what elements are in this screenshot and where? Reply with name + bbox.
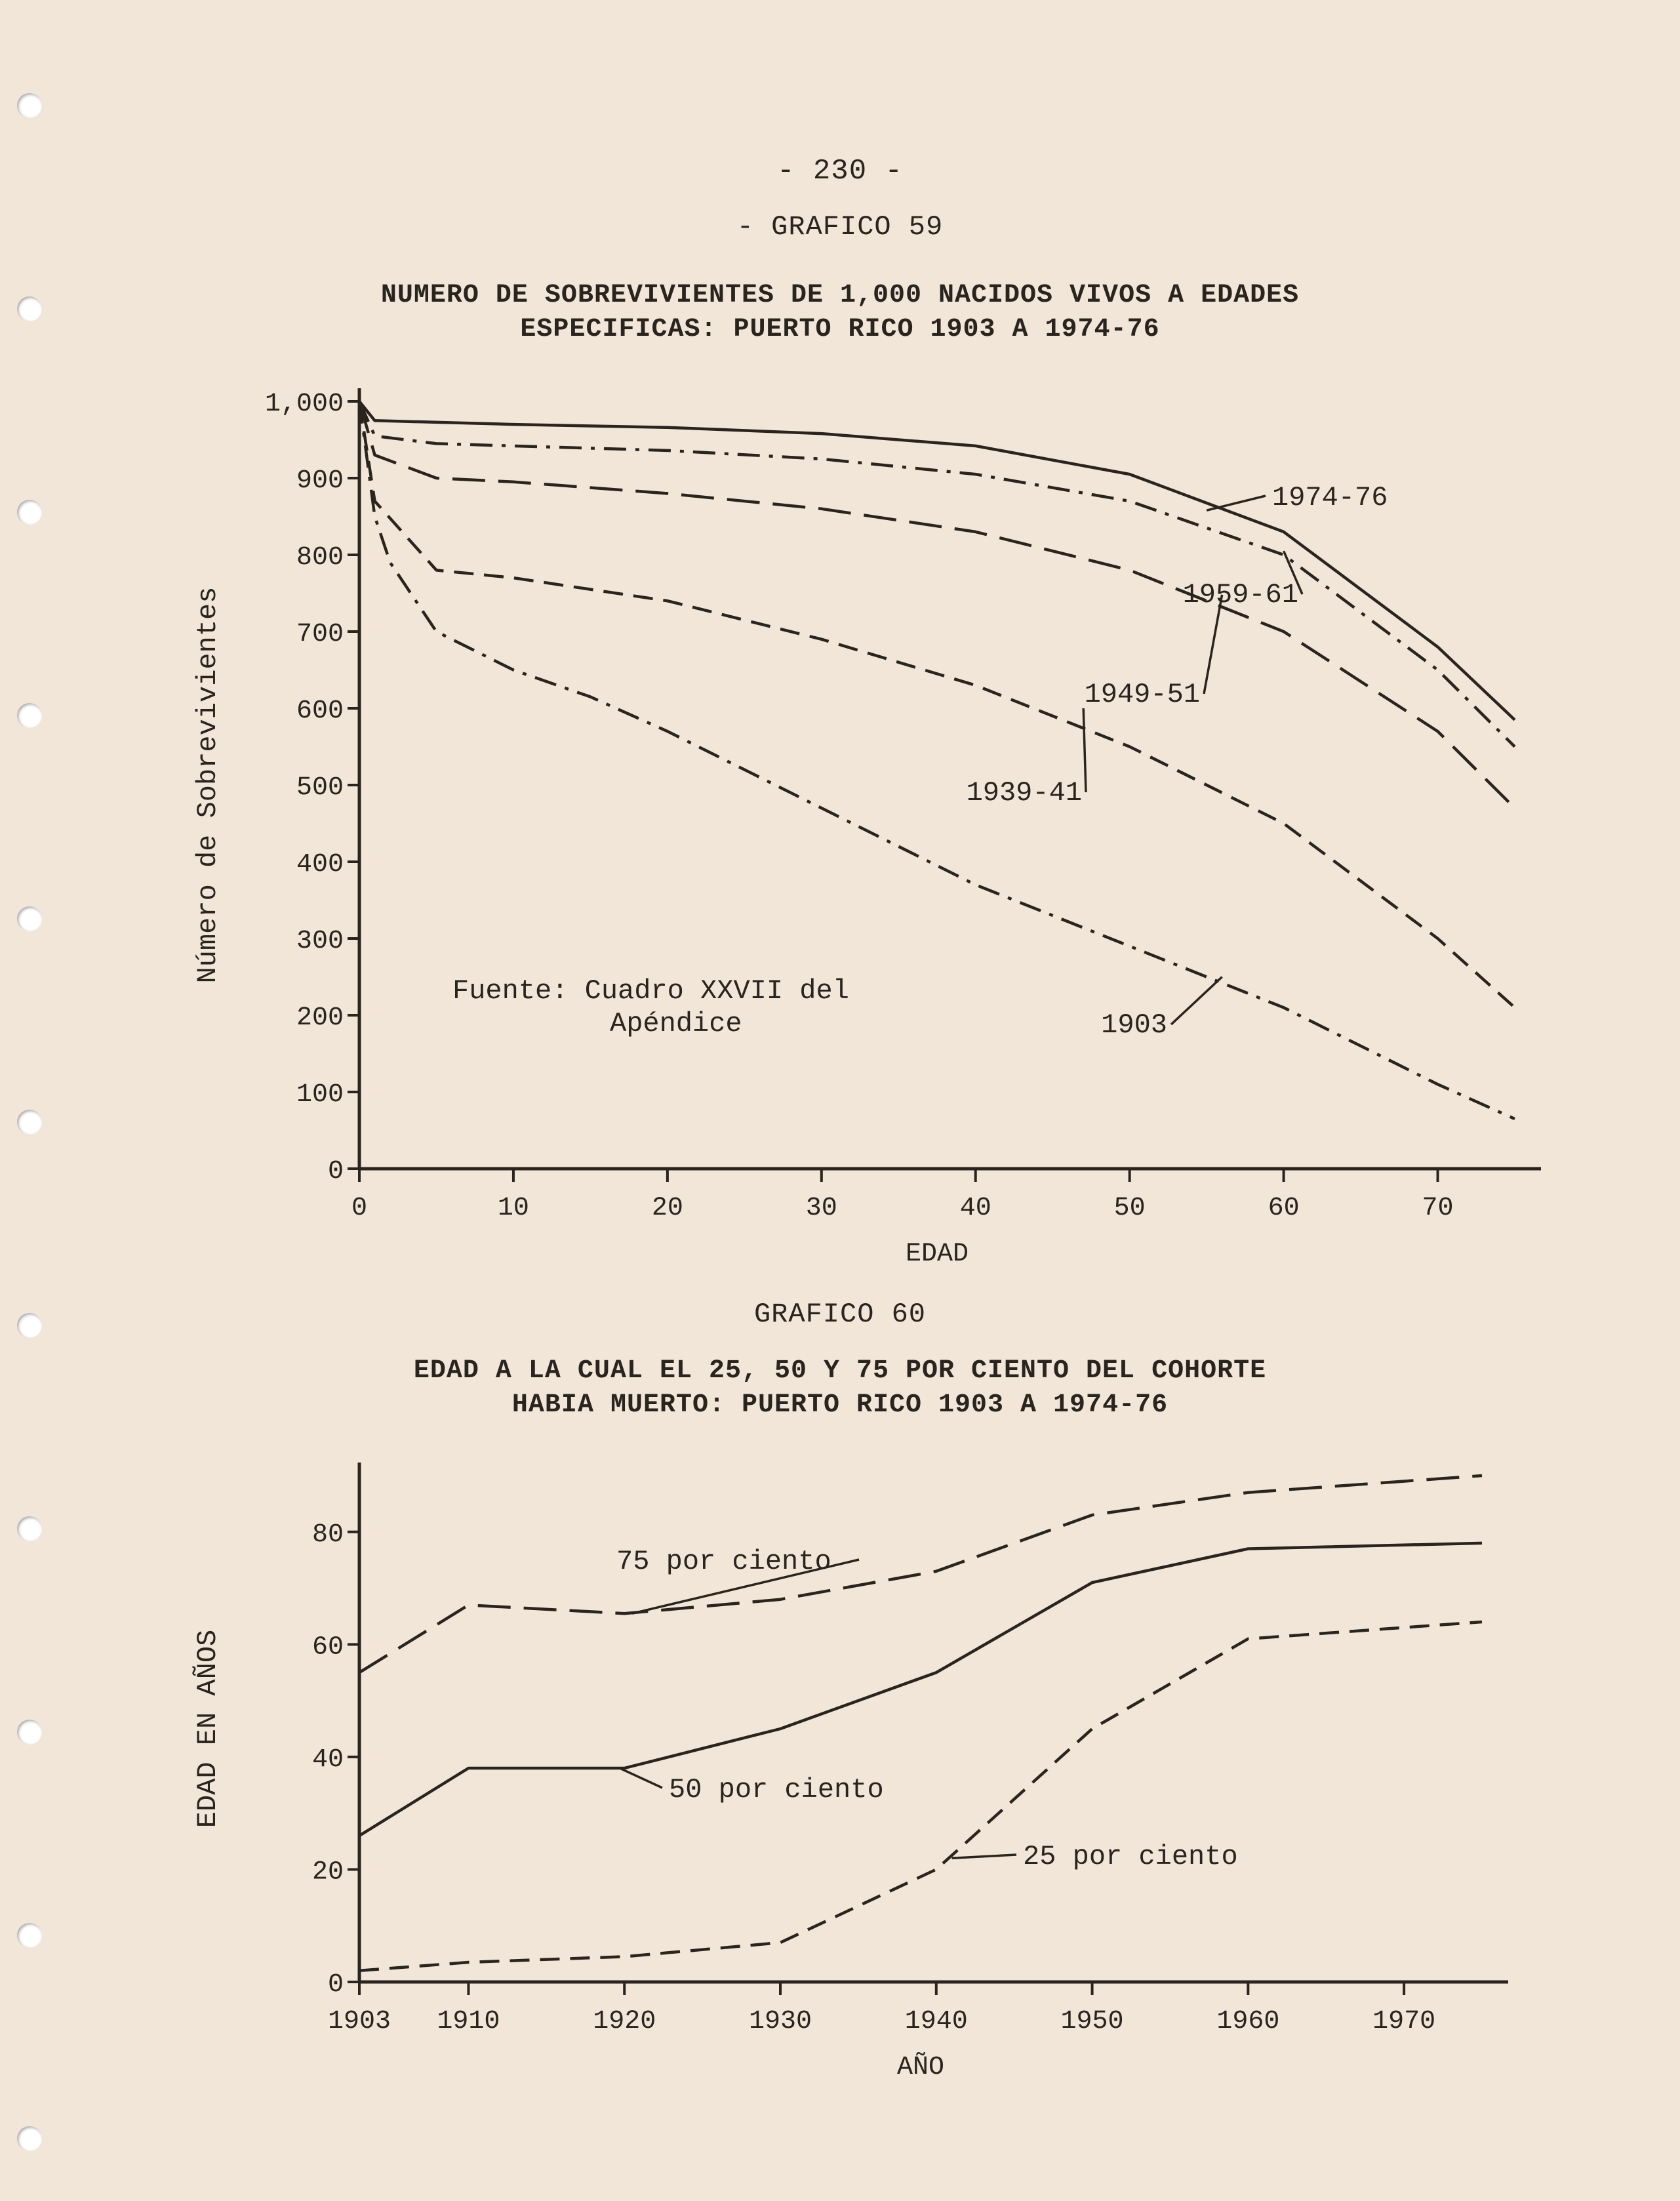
y-tick-label: 300 (296, 927, 344, 956)
y-tick-label: 800 (296, 543, 344, 573)
y-tick-label: 400 (296, 850, 344, 879)
chart2-title-line1: EDAD A LA CUAL EL 25, 50 Y 75 POR CIENTO DEL COHORTE (413, 1356, 1267, 1386)
series-label-25-por-ciento: 25 por ciento (1023, 1841, 1238, 1872)
page-number: - 230 - (777, 155, 903, 188)
series-label-75-por-ciento: 75 por ciento (616, 1546, 831, 1577)
series-line-50-por-ciento (359, 1543, 1482, 1836)
y-tick-label: 100 (296, 1080, 344, 1110)
series-label-leader (620, 1768, 662, 1788)
x-tick-label: 30 (805, 1194, 837, 1223)
y-tick-label: 600 (296, 697, 344, 726)
chart2-label: GRAFICO 60 (753, 1299, 927, 1330)
x-axis-title: AÑO (896, 2053, 945, 2082)
x-tick-label: 60 (1268, 1194, 1300, 1223)
y-axis-title: Número de Sobrevivientes (192, 586, 224, 984)
y-tick-label: 0 (327, 1970, 344, 2000)
series-label-1974-76: 1974-76 (1272, 482, 1388, 514)
x-tick-label: 1920 (593, 2007, 656, 2036)
y-tick-label: 700 (296, 620, 344, 649)
x-tick-label: 1910 (437, 2007, 500, 2036)
x-tick-label: 40 (959, 1194, 991, 1223)
y-tick-label: 80 (311, 1520, 344, 1550)
series-label-leader (952, 1855, 1016, 1858)
series-line-25-por-ciento (359, 1622, 1482, 1971)
x-tick-label: 1960 (1216, 2007, 1280, 2036)
source-annotation-line1: Fuente: Cuadro XXVII del (452, 975, 849, 1007)
x-tick-label: 1970 (1372, 2007, 1436, 2036)
series-label-1959-61: 1959-61 (1182, 579, 1298, 611)
y-tick-label: 40 (311, 1745, 344, 1775)
series-line-75-por-ciento (359, 1476, 1482, 1672)
x-tick-label: 70 (1422, 1194, 1454, 1223)
x-tick-label: 0 (351, 1194, 368, 1223)
series-label-1903: 1903 (1101, 1009, 1167, 1041)
y-tick-label: 900 (296, 466, 344, 496)
x-tick-label: 50 (1113, 1194, 1146, 1223)
series-label-1939-41: 1939-41 (966, 777, 1082, 809)
chart1-label: - GRAFICO 59 (736, 211, 944, 243)
y-tick-label: 500 (296, 773, 344, 803)
y-tick-label: 0 (327, 1157, 344, 1186)
y-tick-label: 1,000 (264, 390, 344, 419)
y-axis-title: EDAD EN AÑOS (192, 1629, 224, 1828)
y-tick-label: 20 (311, 1857, 344, 1888)
x-axis-title: EDAD (905, 1240, 969, 1269)
y-tick-label: 200 (296, 1003, 344, 1033)
x-tick-label: 1950 (1060, 2007, 1124, 2036)
x-tick-label: 10 (497, 1194, 529, 1223)
chart2-title-line2: HABIA MUERTO: PUERTO RICO 1903 A 1974-76 (511, 1390, 1169, 1420)
x-tick-label: 20 (651, 1194, 683, 1223)
x-tick-label: 1903 (327, 2007, 391, 2036)
series-label-50-por-ciento: 50 por ciento (669, 1774, 884, 1806)
series-label-1949-51: 1949-51 (1084, 679, 1200, 710)
source-annotation-line2: Apéndice (610, 1008, 742, 1040)
chart1-title-line2: ESPECIFICAS: PUERTO RICO 1903 A 1974-76 (520, 315, 1160, 344)
chart1-title-line1: NUMERO DE SOBREVIVIENTES DE 1,000 NACIDOS VIVOS A EDADES (380, 281, 1300, 310)
y-tick-label: 60 (311, 1632, 344, 1663)
x-tick-label: 1930 (748, 2007, 812, 2036)
x-tick-label: 1940 (904, 2007, 968, 2036)
